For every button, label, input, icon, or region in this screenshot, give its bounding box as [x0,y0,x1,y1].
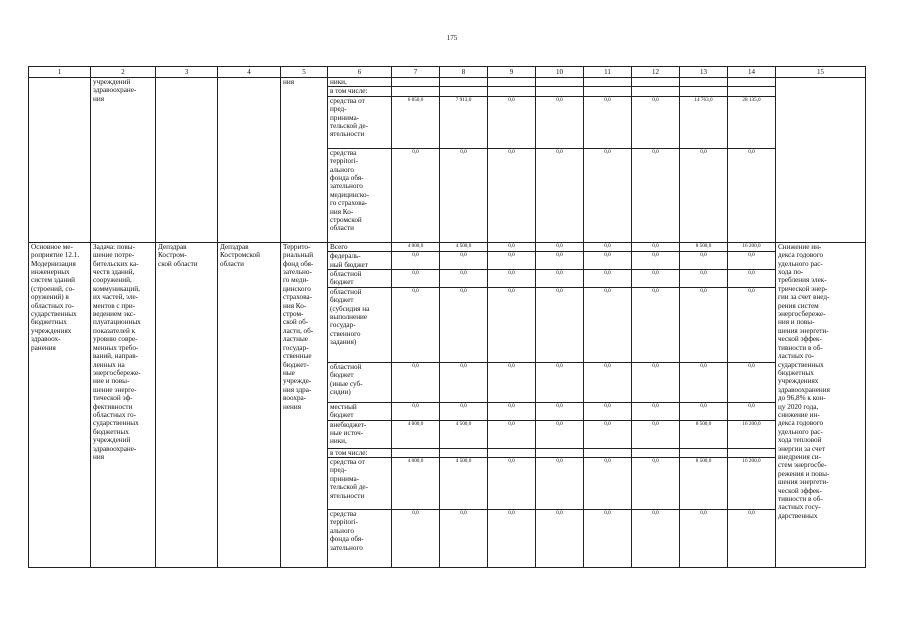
column-header: 1 [29,67,91,78]
column-header: 14 [728,67,776,78]
value-cell: 0,0 [680,402,728,420]
value-cell: 0,0 [536,252,584,270]
funding-source-label: средства террitori- ального фонда обя- зательного [328,510,392,568]
value-cell: 0,0 [440,402,488,420]
value-cell: 16 200,0 [728,458,776,510]
value-cell: 0,0 [536,402,584,420]
value-cell: 0,0 [680,252,728,270]
value-cell: 14 763,0 [680,96,728,148]
value-cell: 0,0 [584,510,632,568]
value-cell: 0,0 [392,362,440,402]
value-cell: 0,0 [584,242,632,251]
funding-source-label: средства от пред- принима- тельской де- ятельности [328,458,392,510]
value-cell: 0,0 [728,510,776,568]
value-cell: 0,0 [536,270,584,288]
value-cell: 0,0 [536,96,584,148]
value-cell: 0,0 [488,148,536,242]
value-cell: 0,0 [392,252,440,270]
value-cell: 0,0 [440,510,488,568]
value-cell: 4 000,0 [392,242,440,251]
column-header: 15 [776,67,866,78]
value-cell: 0,0 [440,252,488,270]
responsible-executor: Депздрав Костром- ской области [156,242,218,567]
value-cell: 0,0 [632,242,680,251]
measure-row [29,242,866,251]
task-description: Задача: повы- шение потре- бительских ка- честв зданий, сооружений, коммуникаций, их частей, эле- ментов с при- ведением экс- плуатационных показателей к уровню совре- менных требо- ваний, направ- ленных на энергосбереже- ние и повы- шение энерге- тической эф- фективности областных го- сударственных бюджетных учреждений здравоохране- ния [91,242,156,567]
empty-cell [632,87,680,96]
empty-cell [392,78,440,87]
measure-name [29,78,91,243]
value-cell: 0,0 [728,362,776,402]
column-header: 2 [91,67,156,78]
value-cell: 8 500,0 [680,242,728,251]
funding-source-label: федераль- ный бюджет [328,252,392,270]
empty-cell [632,448,680,457]
column-header: 13 [680,67,728,78]
value-cell: 0,0 [584,96,632,148]
value-cell: 0,0 [680,270,728,288]
value-cell: 0,0 [728,287,776,362]
value-cell: 0,0 [584,458,632,510]
empty-cell [536,78,584,87]
value-cell: 0,0 [440,362,488,402]
value-cell: 0,0 [584,287,632,362]
empty-cell [728,78,776,87]
value-cell: 0,0 [680,148,728,242]
value-cell: 0,0 [728,252,776,270]
responsible-executor [156,78,218,243]
value-cell: 4 500,0 [440,420,488,448]
funding-source-label: средства террitori- ального фонда обя- зательного медицинско- го страхова- ния Ко- стромской области [328,148,392,242]
column-header: 4 [218,67,281,78]
empty-cell [536,448,584,457]
funding-source-label: местный бюджет [328,402,392,420]
value-cell: 4 000,0 [392,458,440,510]
funding-source-label: средства от пред- принима- тельской де- ятельности [328,96,392,148]
value-cell: 0,0 [584,270,632,288]
empty-cell [536,87,584,96]
empty-cell [488,78,536,87]
column-header: 6 [328,67,392,78]
value-cell: 0,0 [632,510,680,568]
value-cell: 0,0 [632,148,680,242]
column-header: 5 [281,67,328,78]
header-row [29,67,866,78]
expected-result: Снижение ин- декса годового удельного рас- хода по- требления элек- трической энер- гии за счет внед- рения систем энергосбереже- ния и повы- шения энергети- ческой эффек- тивности в об- ластных го- сударственных бюджетных учреждениях здравоохранения до 96,8% к кон- цу 2020 года, снижение ин- декса годового удельного рас- хода тепловой энергии за счет внедрения си- стем энергосбе- режения и повы- шения энергети- ческой эффек- тивности в об- ластных госу- дарственных [776,242,866,567]
value-cell: 0,0 [392,402,440,420]
expected-result [776,78,866,243]
funding-source-label: в том числе: [328,448,392,457]
participant: Террито- риальный фонд обя- зательно- го меди- цинского страхова- ния Ко- стром- ской об- ласти, об- ластные государ- ственные бюджет- ные учрежде- ния здра- воохра- нения [281,242,328,567]
value-cell: 0,0 [392,510,440,568]
program-table [28,66,866,568]
participant: ния [281,78,328,243]
value-cell: 0,0 [536,242,584,251]
value-cell: 0,0 [536,287,584,362]
value-cell: 0,0 [632,96,680,148]
co-executor: Депздрав Костромской области [218,242,281,567]
value-cell: 0,0 [488,252,536,270]
empty-cell [392,448,440,457]
value-cell: 6 850,0 [392,96,440,148]
value-cell: 0,0 [536,420,584,448]
value-cell: 0,0 [488,402,536,420]
empty-cell [584,448,632,457]
column-header: 3 [156,67,218,78]
value-cell: 0,0 [440,148,488,242]
value-cell: 0,0 [632,287,680,362]
empty-cell [488,87,536,96]
measure-name: Основное ме- роприятие 12.1. Модернизация инженерных систем зданий (строений, со- оружений) в областных го- сударственных бюджетных учреждениях здравоох- ранения [29,242,91,567]
value-cell: 0,0 [488,270,536,288]
task-description: учреждений здравоохране- ния [91,78,156,243]
empty-cell [632,78,680,87]
value-cell: 0,0 [488,287,536,362]
value-cell: 0,0 [440,270,488,288]
page-number: 175 [446,34,458,42]
co-executor [218,78,281,243]
funding-source-label: ники, [328,78,392,87]
value-cell: 0,0 [632,420,680,448]
empty-cell [584,87,632,96]
value-cell: 0,0 [584,362,632,402]
funding-source-label: Всего [328,242,392,251]
value-cell: 8 500,0 [680,420,728,448]
empty-cell [488,448,536,457]
value-cell: 0,0 [680,287,728,362]
value-cell: 0,0 [488,242,536,251]
value-cell: 0,0 [536,148,584,242]
value-cell: 0,0 [632,362,680,402]
value-cell: 0,0 [536,458,584,510]
empty-cell [728,87,776,96]
empty-cell [392,87,440,96]
value-cell: 0,0 [488,96,536,148]
empty-cell [728,448,776,457]
value-cell: 28 135,0 [728,96,776,148]
value-cell: 16 200,0 [728,242,776,251]
value-cell: 0,0 [536,510,584,568]
value-cell: 7 913,0 [440,96,488,148]
funding-source-label: областной бюджет (субсидия на выполнение государ- ственного задания) [328,287,392,362]
value-cell: 0,0 [632,270,680,288]
value-cell: 0,0 [536,362,584,402]
value-cell: 0,0 [728,148,776,242]
empty-cell [680,448,728,457]
funding-source-label: областной бюджет [328,270,392,288]
value-cell: 0,0 [488,362,536,402]
empty-cell [680,87,728,96]
value-cell: 0,0 [680,362,728,402]
column-header: 12 [632,67,680,78]
value-cell: 0,0 [584,402,632,420]
empty-cell [440,78,488,87]
value-cell: 0,0 [392,148,440,242]
column-header: 10 [536,67,584,78]
empty-cell [680,78,728,87]
value-cell: 0,0 [632,402,680,420]
value-cell: 0,0 [680,510,728,568]
value-cell: 0,0 [440,287,488,362]
column-header: 8 [440,67,488,78]
column-header: 9 [488,67,536,78]
funding-source-label: в том числе: [328,87,392,96]
value-cell: 4 500,0 [440,242,488,251]
value-cell: 0,0 [728,270,776,288]
value-cell: 0,0 [488,510,536,568]
value-cell: 0,0 [584,420,632,448]
value-cell: 8 500,0 [680,458,728,510]
empty-cell [440,448,488,457]
value-cell: 0,0 [632,458,680,510]
value-cell: 0,0 [488,458,536,510]
value-cell: 0,0 [392,287,440,362]
value-cell: 0,0 [584,148,632,242]
value-cell: 16 200,0 [728,420,776,448]
funding-source-label: областной бюджет (иные суб- сидии) [328,362,392,402]
empty-cell [584,78,632,87]
value-cell: 4 500,0 [440,458,488,510]
value-cell: 4 000,0 [392,420,440,448]
funding-source-label: внебюджет- ные источ- ники, [328,420,392,448]
empty-cell [440,87,488,96]
column-header: 7 [392,67,440,78]
continuation-row [29,78,866,87]
value-cell: 0,0 [488,420,536,448]
value-cell: 0,0 [392,270,440,288]
value-cell: 0,0 [584,252,632,270]
column-header: 11 [584,67,632,78]
value-cell: 0,0 [632,252,680,270]
value-cell: 0,0 [728,402,776,420]
